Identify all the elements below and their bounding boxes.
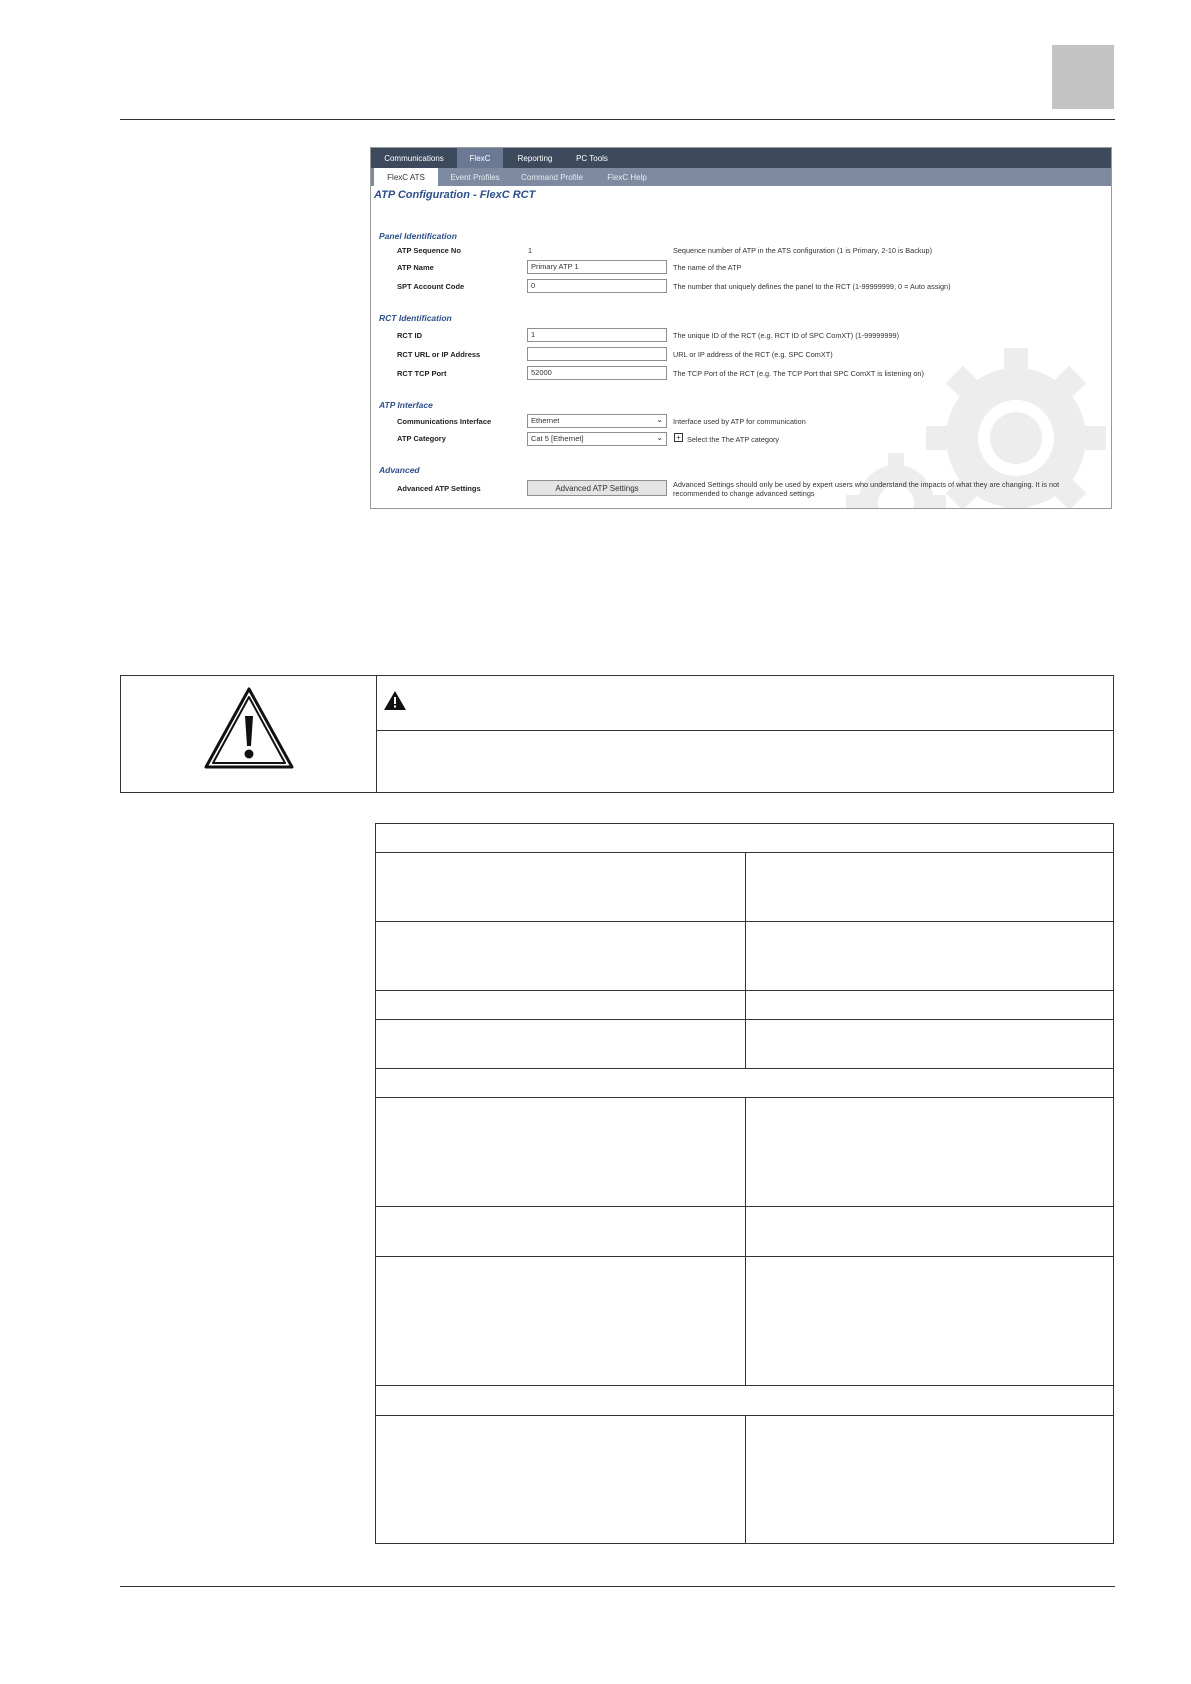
- communications-interface-select[interactable]: [527, 414, 667, 428]
- tab-command-profile[interactable]: Command Profile: [521, 172, 583, 182]
- advanced-atp-settings-desc: Advanced Settings should only be used by expert users who understand the impacts of what they are changing. It is not recommended to change advanced settings: [673, 480, 1060, 498]
- atp-name-input[interactable]: Primary ATP 1: [527, 260, 667, 274]
- expand-plus-icon[interactable]: +: [674, 433, 683, 442]
- warning-box: [120, 675, 1114, 793]
- parameter-table: [375, 823, 1114, 1544]
- page-title: ATP Configuration - FlexC RCT: [374, 189, 536, 201]
- section-panel-identification: Panel Identification: [379, 231, 457, 241]
- tab-flexc[interactable]: FlexC: [457, 148, 503, 168]
- sub-nav-bar: [371, 168, 1111, 186]
- atp-category-desc: Select the The ATP category: [687, 435, 780, 444]
- tab-pc-tools[interactable]: PC Tools: [576, 153, 608, 163]
- header-rule: [120, 119, 1115, 120]
- communications-interface-label: Communications Interface: [397, 417, 492, 426]
- rct-id-label: RCT ID: [397, 331, 422, 340]
- atp-category-label: ATP Category: [397, 434, 446, 443]
- atp-sequence-desc: Sequence number of ATP in the ATS configuration (1 is Primary, 2-10 is Backup): [673, 246, 933, 255]
- small-warning-icon: [383, 690, 407, 711]
- main-nav-bar: [371, 148, 1111, 168]
- tab-event-profiles[interactable]: Event Profiles: [450, 172, 500, 182]
- tab-communications[interactable]: Communications: [384, 153, 444, 163]
- tab-flexc-help[interactable]: FlexC Help: [607, 172, 647, 182]
- warning-row-divider: [377, 730, 1113, 731]
- atp-name-desc: The name of the ATP: [673, 263, 742, 272]
- section-advanced: Advanced: [379, 465, 420, 475]
- rct-url-desc: URL or IP address of the RCT (e.g. SPC ComXT): [673, 350, 833, 359]
- spt-account-code-input[interactable]: 0: [527, 279, 667, 293]
- tab-reporting[interactable]: Reporting: [517, 153, 553, 163]
- section-atp-interface: ATP Interface: [379, 400, 433, 410]
- atp-name-label: ATP Name: [397, 263, 434, 272]
- atp-category-select[interactable]: [527, 432, 667, 446]
- atp-configuration-screenshot: [370, 147, 1112, 509]
- atp-category-value: Cat 5 [Ethernet]: [531, 434, 584, 443]
- spt-account-code-label: SPT Account Code: [397, 282, 465, 291]
- tab-flexc-ats[interactable]: FlexC ATS: [374, 168, 438, 186]
- advanced-atp-settings-button[interactable]: Advanced ATP Settings: [527, 480, 667, 496]
- communications-interface-value: Ethernet: [531, 416, 560, 425]
- rct-url-input[interactable]: [527, 347, 667, 361]
- rct-id-input[interactable]: 1: [527, 328, 667, 342]
- rct-tcp-port-desc: The TCP Port of the RCT (e.g. The TCP Port that SPC ComXT is listening on): [673, 369, 924, 378]
- section-rct-identification: RCT Identification: [379, 313, 452, 323]
- chevron-down-icon: ⌄: [656, 433, 663, 442]
- warning-triangle-icon: [203, 686, 295, 770]
- chapter-tab: [1052, 45, 1114, 109]
- rct-tcp-port-label: RCT TCP Port: [397, 369, 447, 378]
- spt-account-code-desc: The number that uniquely defines the panel to the RCT (1-99999999, 0 = Auto assign): [673, 282, 951, 291]
- communications-interface-desc: Interface used by ATP for communication: [673, 417, 806, 426]
- warning-divider: [376, 676, 377, 792]
- footer-rule: [120, 1586, 1115, 1587]
- rct-tcp-port-input[interactable]: 52000: [527, 366, 667, 380]
- chevron-down-icon: ⌄: [656, 415, 663, 424]
- atp-sequence-value: 1: [528, 246, 533, 255]
- rct-url-label: RCT URL or IP Address: [397, 350, 481, 359]
- atp-sequence-label: ATP Sequence No: [397, 246, 461, 255]
- rct-id-desc: The unique ID of the RCT (e.g. RCT ID of SPC ComXT) (1-99999999): [673, 331, 900, 340]
- advanced-atp-settings-label: Advanced ATP Settings: [397, 484, 481, 493]
